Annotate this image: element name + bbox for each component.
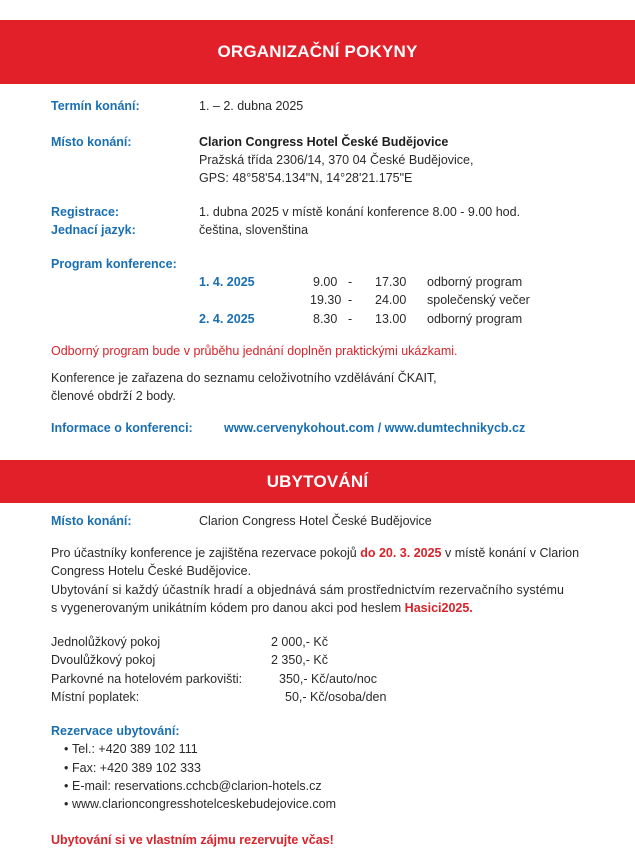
section-header-organizacni-pokyny: ORGANIZAČNÍ POKYNY xyxy=(0,20,635,84)
program-date: 2. 4. 2025 xyxy=(199,312,255,326)
ub-misto-value: Clarion Congress Hotel České Budějovice xyxy=(199,514,432,528)
program-end: 24.00 xyxy=(375,293,407,307)
ub-p1-deadline: do 20. 3. 2025 xyxy=(360,546,442,560)
price-name: Místní poplatek: xyxy=(51,690,140,704)
price-value: 2 000,- Kč xyxy=(271,635,328,649)
price-value: 2 350,- Kč xyxy=(271,653,328,667)
contact-website[interactable]: www.clarioncongresshotelceskebudejovice.com xyxy=(72,797,337,811)
program-desc: odborný program xyxy=(427,275,523,289)
price-value: 350,- Kč/auto/noc xyxy=(279,672,377,686)
misto-gps: GPS: 48°58'54.134"N, 14°28'21.175"E xyxy=(199,171,413,185)
info-label: Informace o konferenci: xyxy=(51,421,193,435)
bullet-icon: • xyxy=(64,779,69,793)
ub-misto-label: Místo konání: xyxy=(51,514,132,528)
contact-fax: Fax: +420 389 102 333 xyxy=(72,761,201,775)
misto-label: Místo konání: xyxy=(51,135,132,149)
program-desc: společenský večer xyxy=(427,293,530,307)
program-dash: - xyxy=(348,293,353,307)
ub-p2-text-a: s vygenerovaným unikátním kódem pro danou akci pod heslem xyxy=(51,601,405,615)
program-end: 17.30 xyxy=(375,275,407,289)
program-note: Odborný program bude v průběhu jednání doplněn praktickými ukázkami. xyxy=(51,344,458,358)
info-links[interactable]: www.cervenykohout.com / www.dumtechnikycb.cz xyxy=(224,421,526,435)
ub-paragraph-2-line-2 xyxy=(51,601,473,615)
ckait-line-2: členové obdrží 2 body. xyxy=(51,389,176,403)
contact-phone[interactable]: Tel.: +420 389 102 111 xyxy=(72,742,198,756)
registrace-value: 1. dubna 2025 v místě konání konference 8.00 - 9.00 hod. xyxy=(199,205,521,219)
program-date: 1. 4. 2025 xyxy=(199,275,255,289)
ub-final-note: Ubytování si ve vlastním zájmu rezervujte včas! xyxy=(51,833,334,847)
ub-p1-text-a: Pro účastníky konference je zajištěna rezervace pokojů xyxy=(51,546,361,560)
ckait-line-1: Konference je zařazena do seznamu celoživotního vzdělávání ČKAIT, xyxy=(51,371,437,385)
ub-paragraph-1-line-1 xyxy=(51,546,579,560)
program-start: 9.00 xyxy=(313,275,338,289)
ub-paragraph-1-line-2: Congress Hotelu České Budějovice. xyxy=(51,564,252,578)
price-name: Dvoulůžkový pokoj xyxy=(51,653,156,667)
contact-email[interactable]: E-mail: reservations.cchcb@clarion-hotels.cz xyxy=(72,779,322,793)
ub-paragraph-2-line-1: Ubytování si každý účastník hradí a objednává sám prostřednictvím rezervačního systému xyxy=(51,583,565,597)
bullet-icon: • xyxy=(64,797,69,811)
jazyk-value: čeština, slovenština xyxy=(199,223,309,237)
misto-name: Clarion Congress Hotel České Budějovice xyxy=(199,135,449,149)
price-name: Parkovné na hotelovém parkovišti: xyxy=(51,672,243,686)
termin-label: Termín konání: xyxy=(51,99,140,113)
program-desc: odborný program xyxy=(427,312,523,326)
program-end: 13.00 xyxy=(375,312,407,326)
termin-value: 1. – 2. dubna 2025 xyxy=(199,99,304,113)
misto-address: Pražská třída 2306/14, 370 04 České Budějovice, xyxy=(199,153,474,167)
price-name: Jednolůžkový pokoj xyxy=(51,635,161,649)
program-start: 19.30 xyxy=(310,293,342,307)
program-start: 8.30 xyxy=(313,312,338,326)
ub-p2-code: Hasici2025. xyxy=(404,601,473,615)
jazyk-label: Jednací jazyk: xyxy=(51,223,136,237)
program-dash: - xyxy=(348,312,353,326)
program-dash: - xyxy=(348,275,353,289)
program-label: Program konference: xyxy=(51,257,177,271)
ub-p1-text-c: v místě konání v Clarion xyxy=(441,546,580,560)
section-header-ubytovani: UBYTOVÁNÍ xyxy=(0,460,635,503)
rezervace-label: Rezervace ubytování: xyxy=(51,724,180,738)
bullet-icon: • xyxy=(64,761,69,775)
bullet-icon: • xyxy=(64,742,69,756)
registrace-label: Registrace: xyxy=(51,205,120,219)
price-value: 50,- Kč/osoba/den xyxy=(285,690,387,704)
